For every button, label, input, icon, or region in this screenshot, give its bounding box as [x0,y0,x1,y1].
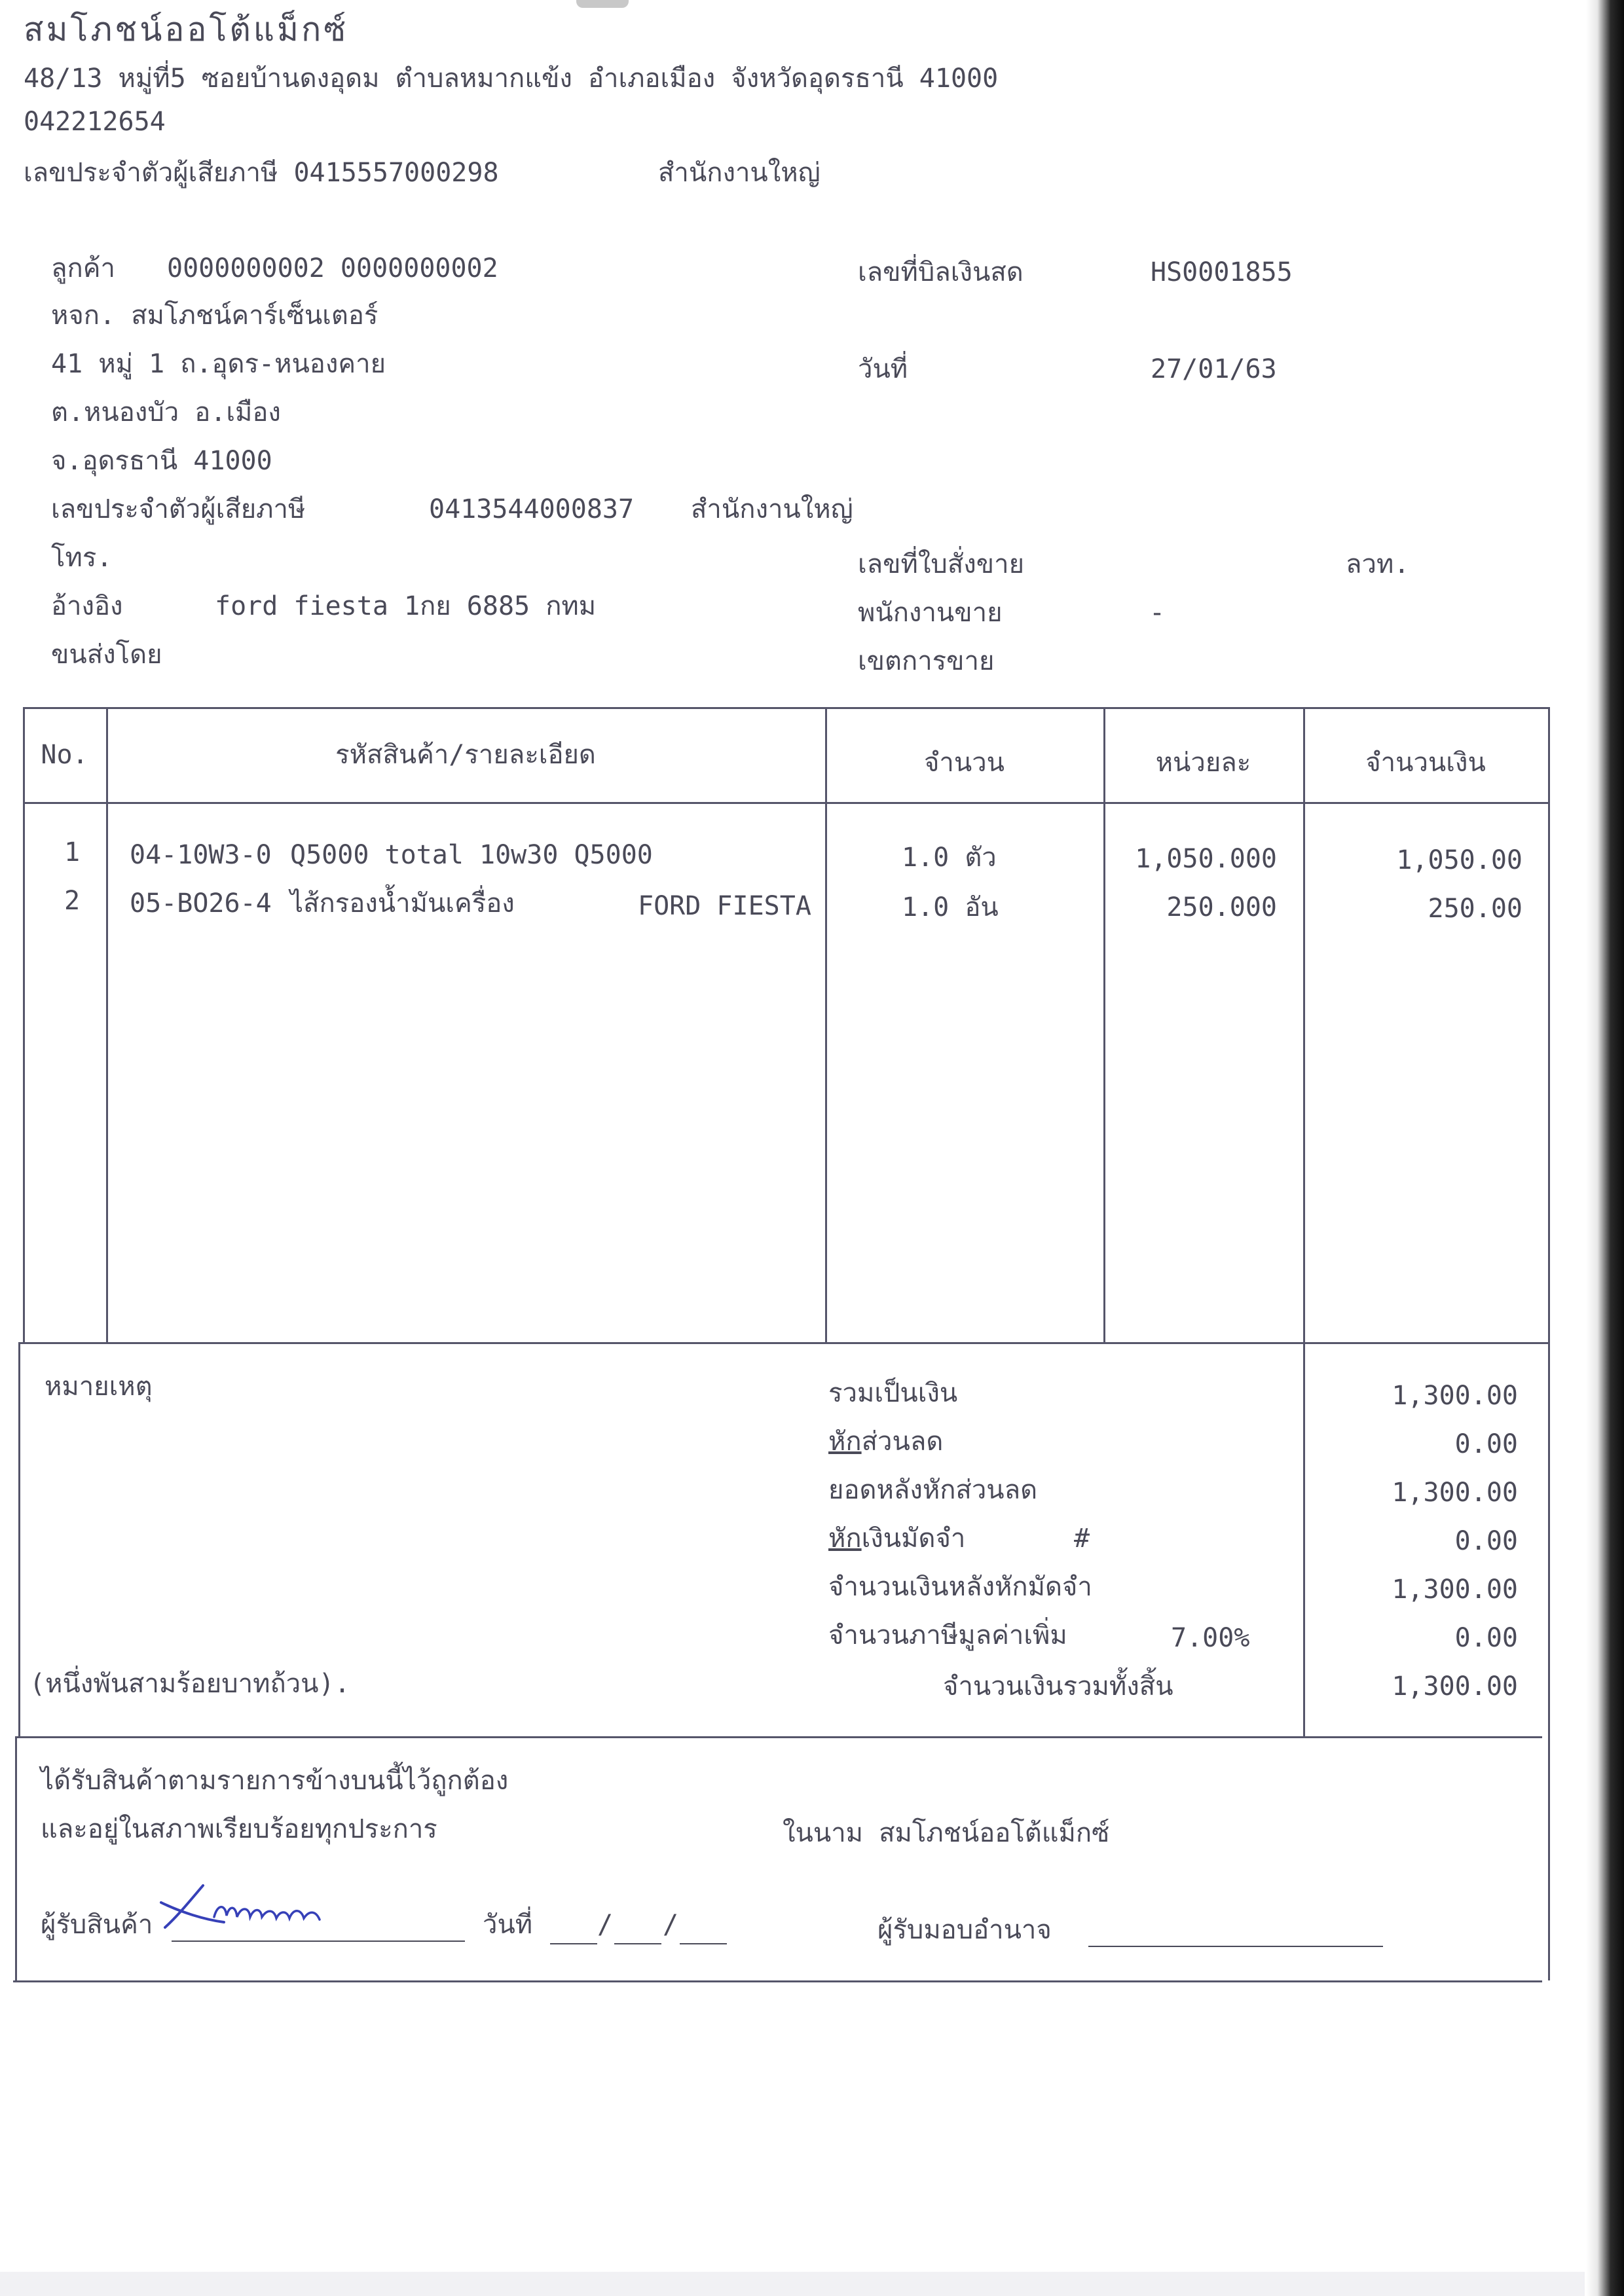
customer-name: หจก. สมโภชน์คาร์เซ็นเตอร์ [51,301,378,331]
receiver-signature [152,1876,361,1935]
row-amount: 250.00 [1428,894,1522,924]
discount-prefix: หัก [828,1427,862,1457]
row-quantity: 1.0 อัน [902,892,999,922]
company-branch: สำนักงานใหญ่ [658,158,821,188]
deposit-hash: # [1074,1523,1090,1554]
row-description: ไส้กรองน้ำมันเครื่อง [290,888,515,919]
company-address: 48/13 หมู่ที่5 ซอยบ้านดงอุดม ตำบลหมากแข้ง อำเภอเมือง จังหวัดอุดรธานี 41000 [24,64,999,94]
subtotal-label: รวมเป็นเงิน [828,1378,958,1408]
customer-address-3: จ.อุดรธานี 41000 [51,446,272,476]
receipt-statement-2: และอยู่ในสภาพเรียบร้อยทุกประการ [41,1814,437,1844]
vat-rate: 7.00% [1171,1623,1250,1653]
discount-value: 0.00 [1454,1429,1518,1459]
deposit-prefix: หัก [828,1523,862,1554]
deposit-label [828,1525,965,1552]
date-blank-year [680,1943,727,1944]
deposit-value: 0.00 [1454,1526,1518,1556]
grand-total-label: จำนวนเงินรวมทั้งสิ้น [943,1671,1173,1702]
date-blank-day [550,1943,597,1944]
header-unit-price: หน่วยละ [1155,748,1251,778]
authorized-label: ผู้รับมอบอำนาจ [877,1915,1052,1945]
header-description: รหัสสินค้า/รายละเอียด [335,740,596,770]
customer-branch: สำนักงานใหญ่ [691,494,853,524]
vat-label: จำนวนภาษีมูลค่าเพิ่ม [828,1620,1067,1650]
date-blank-month [614,1943,661,1944]
row-no: 2 [64,886,81,916]
salesperson-label: พนักงานขาย [858,598,1003,628]
discount-label [828,1429,943,1455]
row-description: Q5000 total 10w30 Q5000 [290,840,653,870]
customer-label: ลูกค้า [51,253,115,283]
authorized-signature-line [1088,1946,1383,1947]
bill-number-label: เลขที่บิลเงินสด [858,257,1024,287]
header-no: No. [41,740,88,770]
receipt-statement-1: ได้รับสินค้าตามรายการข้างบนนี้ไว้ถูกต้อง [41,1766,509,1796]
sales-order-label: เลขที่ใบสั่งขาย [858,549,1025,579]
receive-date-label: วันที่ [483,1910,533,1940]
receiver-label: ผู้รับสินค้า [41,1910,153,1940]
vat-value: 0.00 [1454,1623,1518,1653]
reference-value: ford fiesta 1กย 6885 กทม [215,591,597,621]
salesperson-value: - [1149,598,1166,628]
after-discount-value: 1,300.00 [1392,1478,1518,1508]
reference-label: อ้างอิง [51,591,123,621]
customer-code: 0000000002 0000000002 [167,253,498,283]
amount-in-words: (หนึ่งพันสามร้อยบาทถ้วน). [29,1669,350,1699]
row-unit-price: 250.000 [1166,892,1277,922]
row-description-extra: FORD FIESTA [638,891,811,921]
date-slash-icon: / [597,1910,614,1940]
company-name: สมโภชน์ออโต้แม็กซ์ [24,10,349,48]
sales-order-value: ลวท. [1346,549,1410,579]
customer-phone-label: โทร. [51,543,113,573]
row-no: 1 [64,837,81,867]
remark-label: หมายเหตุ [45,1372,153,1402]
row-quantity: 1.0 ตัว [902,843,997,873]
sales-area-label: เขตการขาย [858,646,995,676]
deposit-text: เงินมัดจำ [861,1523,966,1554]
scan-artifact [576,0,629,8]
row-amount: 1,050.00 [1396,845,1522,875]
date-slash-icon: / [663,1910,679,1940]
discount-text: ส่วนลด [861,1427,944,1457]
scan-edge-bottom [0,2272,1585,2296]
after-discount-label: ยอดหลังหักส่วนลด [828,1475,1038,1505]
customer-tax-id: 0413544000837 [429,494,635,524]
scan-edge [1586,0,1624,2296]
company-tax-id: เลขประจำตัวผู้เสียภาษี 0415557000298 [24,158,499,188]
company-phone: 042212654 [24,107,166,137]
on-behalf-of: ในนาม สมโภชน์ออโต้แม็กซ์ [783,1818,1110,1848]
bill-number: HS0001855 [1151,257,1293,287]
after-deposit-value: 1,300.00 [1392,1575,1518,1605]
grand-total-value: 1,300.00 [1392,1671,1518,1702]
row-code: 04-10W3-0 [130,840,272,870]
shipping-label: ขนส่งโดย [51,640,162,670]
customer-address-2: ต.หนองบัว อ.เมือง [51,397,281,428]
subtotal-value: 1,300.00 [1392,1381,1518,1411]
receiver-signature-line [172,1941,465,1942]
header-quantity: จำนวน [923,748,1005,778]
row-code: 05-BO26-4 [130,888,272,919]
header-amount: จำนวนเงิน [1365,748,1486,778]
customer-tax-label: เลขประจำตัวผู้เสียภาษี [51,494,306,524]
date-label: วันที่ [858,354,908,384]
after-deposit-label: จำนวนเงินหลังหักมัดจำ [828,1572,1092,1602]
bill-date: 27/01/63 [1151,354,1277,384]
customer-address-1: 41 หมู่ 1 ถ.อุดร-หนองคาย [51,349,386,379]
row-unit-price: 1,050.000 [1135,844,1277,874]
